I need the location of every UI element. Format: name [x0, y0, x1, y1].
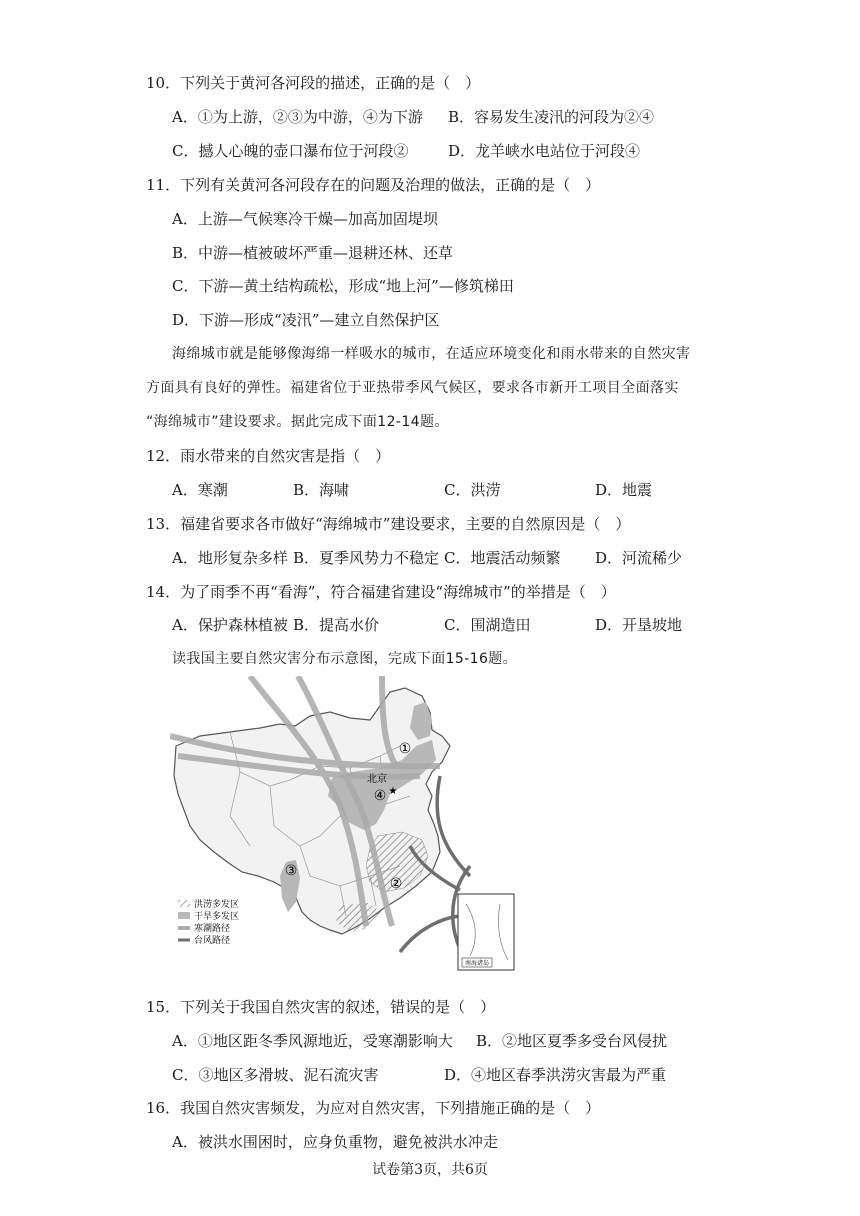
question-13-option-c: C．地震活动频繁 [444, 549, 561, 567]
question-11-option-c: C．下游—黄土结构疏松，形成“地上河”—修筑梯田 [172, 277, 514, 295]
question-12-option-a: A．寒潮 [172, 481, 228, 499]
question-16-option-a: A．被洪水围困时，应身负重物，避免被洪水冲走 [172, 1133, 498, 1151]
region-label-3: ③ [284, 863, 298, 879]
legend-drought-label: 干旱多发区 [194, 912, 240, 922]
question-11-option-b: B．中游—植被破坏严重—退耕还林、还草 [172, 244, 454, 262]
legend-flood-label: 洪涝多发区 [194, 900, 240, 910]
capital-star-icon: ★ [388, 786, 398, 797]
question-12-stem: 12．雨水带来的自然灾害是指（ ） [146, 447, 391, 465]
question-15-option-a: A．①地区距冬季风源地近，受寒潮影响大 [172, 1032, 453, 1050]
question-13-option-a: A．地形复杂多样 [172, 549, 288, 567]
question-15-option-c: C．③地区多滑坡、泥石流灾害 [172, 1066, 379, 1084]
capital-label: 北京 [367, 774, 387, 785]
map-legend [178, 898, 239, 946]
question-10-option-b: B．容易发生凌汛的河段为②④ [448, 108, 655, 126]
question-10-stem: 10．下列关于黄河各河段的描述，正确的是（ ） [146, 74, 481, 92]
passage-line-3: “海绵城市”建设要求。据此完成下面12-14题。 [146, 414, 449, 430]
question-14-option-b: B．提高水价 [293, 616, 380, 634]
region-label-1: ① [398, 741, 412, 757]
page-footer: 试卷第3页，共6页 [372, 1162, 488, 1178]
question-15-option-b: B．②地区夏季多受台风侵扰 [476, 1032, 668, 1050]
question-10-option-a: A．①为上游，②③为中游，④为下游 [172, 108, 423, 126]
south-china-sea-inset [458, 894, 514, 970]
question-13-option-d: D．河流稀少 [595, 549, 683, 567]
passage-map-intro: 读我国主要自然灾害分布示意图，完成下面15-16题。 [172, 651, 518, 667]
passage-line-1: 海绵城市就是能够像海绵一样吸水的城市，在适应环境变化和雨水带来的自然灾害 [172, 346, 691, 362]
question-13-stem: 13．福建省要求各市做好“海绵城市”建设要求，主要的自然原因是（ ） [146, 515, 631, 533]
question-14-option-a: A．保护森林植被 [172, 616, 288, 634]
legend-drought-swatch [178, 912, 190, 919]
question-12-option-c: C．洪涝 [444, 481, 501, 499]
inset-label: 南海诸岛 [464, 960, 490, 967]
question-10-option-d: D．龙羊峡水电站位于河段④ [448, 142, 641, 160]
legend-coldwave-label: 寒潮路径 [194, 924, 231, 934]
legend-flood-swatch [178, 900, 190, 907]
legend-typhoon-label: 台风路径 [194, 936, 231, 946]
question-11-option-d: D．下游—形成“凌汛”—建立自然保护区 [172, 311, 440, 329]
disaster-distribution-map [170, 676, 518, 974]
question-14-stem: 14．为了雨季不再“看海”，符合福建省建设“海绵城市”的举措是（ ） [146, 583, 616, 601]
question-10-option-c: C．撼人心魄的壶口瀑布位于河段② [172, 142, 409, 160]
question-15-option-d: D．④地区春季洪涝灾害最为严重 [444, 1066, 667, 1084]
region-label-4: ④ [373, 788, 387, 804]
question-11-stem: 11．下列有关黄河各河段存在的问题及治理的做法，正确的是（ ） [146, 176, 601, 194]
question-15-stem: 15．下列关于我国自然灾害的叙述，错误的是（ ） [146, 998, 496, 1016]
question-11-option-a: A．上游—气候寒冷干燥—加高加固堤坝 [172, 210, 438, 228]
passage-line-2: 方面具有良好的弹性。福建省位于亚热带季风气候区，要求各市新开工项目全面落实 [146, 380, 679, 396]
region-label-2: ② [389, 876, 403, 892]
question-12-option-d: D．地震 [595, 481, 653, 499]
question-13-option-b: B．夏季风势力不稳定 [293, 549, 440, 567]
question-12-option-b: B．海啸 [293, 481, 350, 499]
question-16-stem: 16．我国自然灾害频发，为应对自然灾害，下列措施正确的是（ ） [146, 1099, 601, 1117]
question-14-option-c: C．围湖造田 [444, 616, 531, 634]
question-14-option-d: D．开垦坡地 [595, 616, 683, 634]
china-outline [174, 688, 450, 934]
